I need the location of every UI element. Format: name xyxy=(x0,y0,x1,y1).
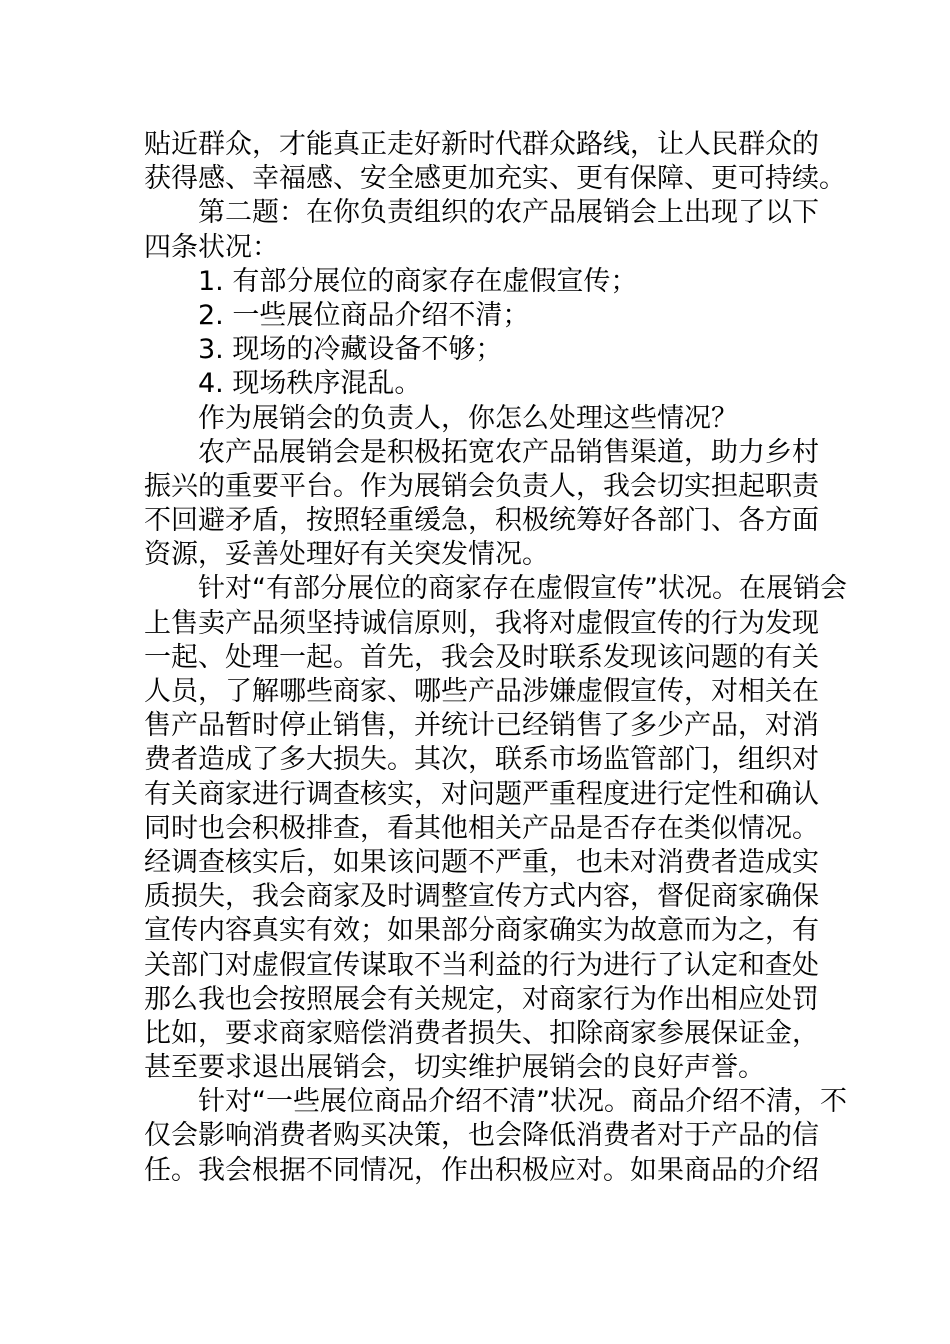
text-line: 仅会影响消费者购买决策，也会降低消费者对于产品的信 xyxy=(144,1120,819,1152)
list-item: 2. 一些展位商品介绍不清； xyxy=(198,299,530,331)
list-item: 1. 有部分展位的商家存在虚假宣传； xyxy=(198,265,638,297)
text-line: 针对“有部分展位的商家存在虚假宣传”状况。在展销会 xyxy=(198,573,847,605)
question-heading-line: 四条状况： xyxy=(144,231,279,263)
text-line: 有关商家进行调查核实，对问题严重程度进行定性和确认 xyxy=(144,778,819,810)
text-line: 农产品展销会是积极拓宽农产品销售渠道，助力乡村 xyxy=(198,436,819,468)
question-heading-line: 第二题：在你负责组织的农产品展销会上出现了以下 xyxy=(198,197,819,229)
document-page xyxy=(144,128,847,1188)
text-line: 上售卖产品须坚持诚信原则，我将对虚假宣传的行为发现 xyxy=(144,607,819,639)
text-line: 关部门对虚假宣传谋取不当利益的行为进行了认定和查处 xyxy=(144,949,819,981)
text-line: 质损失，我会商家及时调整宣传方式内容，督促商家确保 xyxy=(144,881,819,913)
question-prompt: 作为展销会的负责人，你怎么处理这些情况？ xyxy=(198,402,738,434)
text-line: 任。我会根据不同情况，作出积极应对。如果商品的介绍 xyxy=(144,1154,819,1186)
text-line: 同时也会积极排查，看其他相关产品是否存在类似情况。 xyxy=(144,812,819,844)
text-line: 费者造成了多大损失。其次，联系市场监管部门，组织对 xyxy=(144,744,819,776)
text-line: 甚至要求退出展销会，切实维护展销会的良好声誉。 xyxy=(144,1052,765,1084)
text-line: 一起、处理一起。首先，我会及时联系发现该问题的有关 xyxy=(144,641,819,673)
text-line: 宣传内容真实有效；如果部分商家确实为故意而为之，有 xyxy=(144,915,819,947)
text-line: 针对“一些展位商品介绍不清”状况。商品介绍不清，不 xyxy=(198,1086,847,1118)
text-line: 经调查核实后，如果该问题不严重，也未对消费者造成实 xyxy=(144,846,819,878)
list-item: 3. 现场的冷藏设备不够； xyxy=(198,334,503,366)
text-line: 不回避矛盾，按照轻重缓急，积极统筹好各部门、各方面 xyxy=(144,505,819,537)
text-line: 获得感、幸福感、安全感更加充实、更有保障、更可持续。 xyxy=(144,163,846,195)
text-line: 售产品暂时停止销售，并统计已经销售了多少产品，对消 xyxy=(144,710,819,742)
list-item: 4. 现场秩序混乱。 xyxy=(198,368,422,400)
text-line: 资源，妥善处理好有关突发情况。 xyxy=(144,539,549,571)
text-line: 振兴的重要平台。作为展销会负责人，我会切实担起职责 xyxy=(144,470,819,502)
text-line: 那么我也会按照展会有关规定，对商家行为作出相应处罚 xyxy=(144,983,819,1015)
text-line: 贴近群众，才能真正走好新时代群众路线，让人民群众的 xyxy=(144,129,819,160)
text-line: 比如，要求商家赔偿消费者损失、扣除商家参展保证金， xyxy=(144,1017,819,1049)
text-line: 人员，了解哪些商家、哪些产品涉嫌虚假宣传，对相关在 xyxy=(144,676,819,707)
